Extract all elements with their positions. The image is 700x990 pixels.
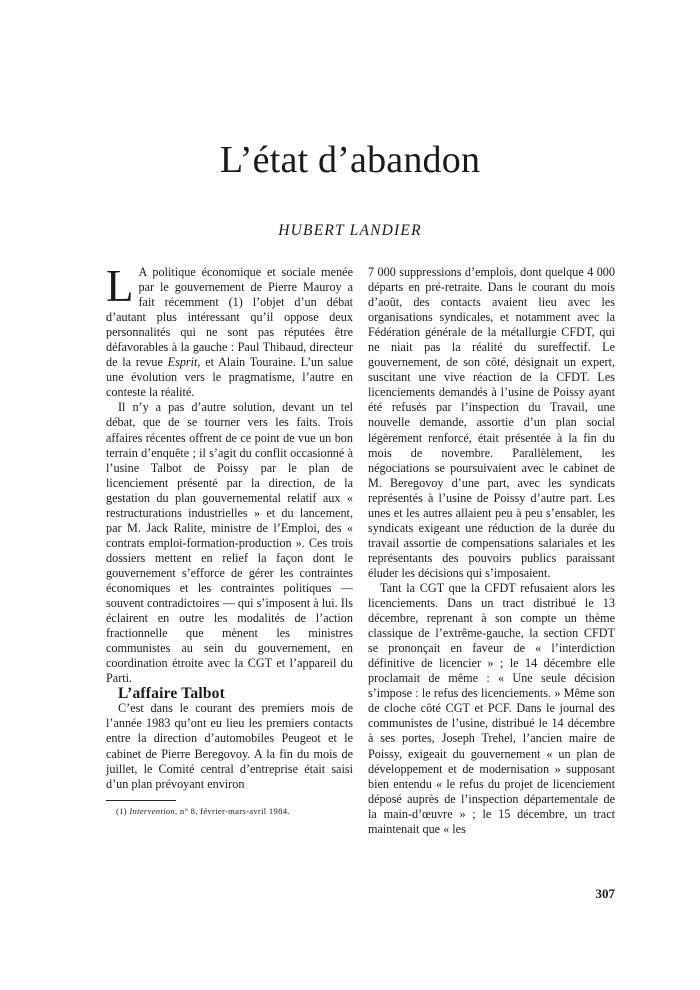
paragraph-continuation: 7 000 suppressions d’emplois, dont quelque 4 000 départs en pré-retraite. Dans le courant du mois d’août, des contacts avaient lieu avec les organisations syndicales, et notamment avec la Fédération générale de la métallurgie CFDT, qui ne niait pas la réalité du sureffectif. Le gouvernement, de son côté, désignait un expert, suscitant une vive réaction de la CFDT. Les licenciements demandés à l’usine de Poissy ayant été refusés par l’inspection du Travail, une nouvelle demande, assortie d’un plan social légèrement renforcé, était présentée à la fin du mois de novembre. Parallèlement, les négociations se poursuivaient avec le cabinet de M. Beregovoy d’une part, avec les syndicats représentés à l’usine de Poissy d’autre part. Les unes et les autres allaient peu à peu s’ensabler, les syndicats exigeant une réduction de la durée du travail assortie de compensations salariales et les représentants des pouvoirs publics paraissant éluder les décisions qui s’imposaient. <box>368 265 615 580</box>
drop-cap: L <box>106 261 134 311</box>
footnote-source: Intervention <box>129 806 175 816</box>
section-heading: L’affaire Talbot <box>118 685 225 703</box>
footnote-details: , n° 8, février-mars-avril 1984. <box>174 806 290 816</box>
footnote <box>116 806 356 816</box>
intro-text-end: , et Alain Touraine. L’un salue une évolution vers le pragmatisme, l’autre en conteste la réalité. <box>106 355 353 400</box>
left-column <box>106 261 353 792</box>
article-title: L’état d’abandon <box>219 139 481 181</box>
journal-name: Esprit <box>167 355 198 370</box>
paragraph-unions: Tant la CGT que la CFDT refusaient alors les licenciements. Dans un tract distribué le 13 décembre, reprenant à son compte un thème classique de l’extrême-gauche, la section CFDT se prononçait en faveur de « l’interdiction définitive de licencier » ; le 14 décembre elle proclamait de même : « Une seule décision s’impose : le refus des licenciements. » Même son de cloche côté CGT et PCF. Dans le journal des communistes de l’usine, distribué le 14 décembre à ses portes, Joseph Trehel, l’ancien maire de Poissy, exigeait du gouvernement « un plan de développement et de modernisation » supposant bien entendu « le refus du projet de licenciement déposé auprès de l’inspection départementale de la main-d’œuvre » ; le 15 décembre, un tract maintenait que « les <box>368 580 615 836</box>
footnote-divider <box>106 800 176 801</box>
paragraph-debate: Il n’y a pas d’autre solution, devant un tel débat, que de se tourner vers les faits. Trois affaires récentes offrent de ce point de vue un bon terrain d’enquête ; il s’agit du conflit occasionné à l’usine Talbot de Poissy par le plan de licenciement présenté par la direction, de la gestation du plan gouvernemental relatif aux « restructurations industrielles » et du lancement, par M. Jack Ralite, ministre de l’Emploi, des « contrats emploi-formation-production ». Ces trois dossiers mettent en relief la façon dont le gouvernement s’efforce de gérer les contraintes économiques et les contraintes politiques — souvent contradictoires — qui s’imposent à lui. Ils éclairent en outre les modalités de l’action fractionnelle que mènent les ministres communistes au sein du gouvernement, en coordination étroite avec la CGT et l’appareil du Parti. <box>106 400 353 686</box>
paragraph-intro <box>106 261 353 400</box>
page-number: 307 <box>595 886 615 901</box>
footnote-marker: (1) <box>116 806 130 816</box>
article-author: HUBERT LANDIER <box>278 222 422 239</box>
paragraph-talbot: C’est dans le courant des premiers mois de l’année 1983 qu’ont eu lieu les premiers contacts entre la direction d’automobiles Peugeot et le cabinet de Pierre Beregovoy. A la fin du mois de juillet, le Comité central d’entreprise était saisi d’un plan prévoyant environ <box>106 701 353 791</box>
right-column <box>368 265 615 837</box>
intro-text: A politique économique et sociale menée par le gouvernement de Pierre Mauroy a fait récemment (1) l’objet d’un débat d’autant plus intéressant qu’il oppose deux personnalités qui ne sont pas réputées être défavorables à la gauche : Paul Thibaud, directeur de la revue <box>106 265 353 370</box>
